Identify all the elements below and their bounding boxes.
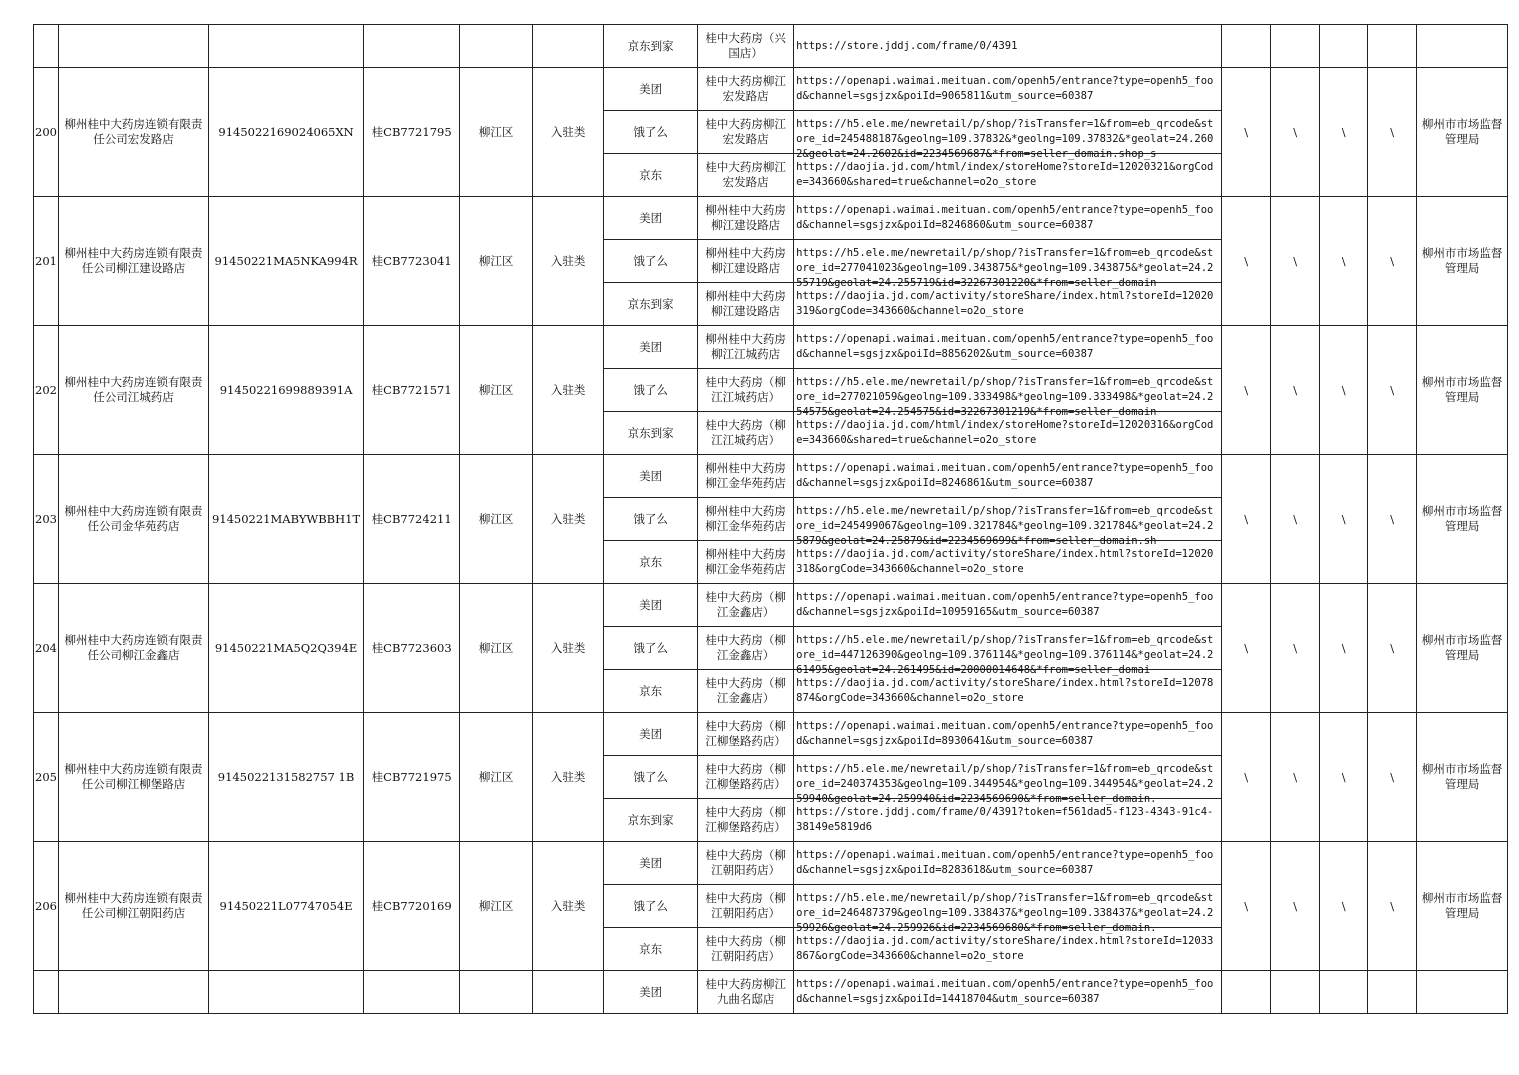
url-cell — [794, 68, 1222, 111]
license-number-cell: 桂CB7721571 — [364, 326, 460, 455]
store-name-cell: 桂中大药房（柳江金鑫店） — [698, 670, 794, 713]
store-registry-table — [33, 24, 1508, 1014]
url-cell — [794, 627, 1222, 676]
category-cell: 入驻类 — [533, 584, 604, 713]
table-row — [34, 25, 1508, 68]
category-cell: 入驻类 — [533, 842, 604, 971]
company-name-cell: 柳州桂中大药房连锁有限责任公司柳江建设路店 — [58, 197, 208, 326]
store-name-cell: 桂中大药房（柳江江城药店） — [698, 369, 794, 412]
slash-cell: \ — [1320, 842, 1368, 971]
empty-cell — [364, 25, 460, 68]
slash-cell: \ — [1271, 584, 1320, 713]
authority-cell: 柳州市市场监督管理局 — [1417, 326, 1508, 455]
platform-cell: 美团 — [604, 68, 698, 111]
category-cell: 入驻类 — [533, 713, 604, 842]
empty-cell — [34, 25, 59, 68]
empty-cell — [460, 25, 533, 68]
slash-cell: \ — [1271, 326, 1320, 455]
url-text: https://h5.ele.me/newretail/p/shop/?isTransfer=1&from=eb_qrcode&store_id=277021059&geolng=109.333498&*geolng=109.333498&*geolat=24.254575&geolat=24.254575&id=32267301219&*from=seller_domain — [796, 376, 1214, 418]
platform-cell: 京东到家 — [604, 25, 698, 68]
platform-cell: 美团 — [604, 197, 698, 240]
authority-cell: 柳州市市场监督管理局 — [1417, 455, 1508, 584]
authority-cell: 柳州市市场监督管理局 — [1417, 584, 1508, 713]
store-name-cell: 桂中大药房（兴国店） — [698, 25, 794, 68]
store-name-cell: 桂中大药房（柳江柳堡路药店） — [698, 713, 794, 756]
platform-cell: 京东 — [604, 541, 698, 584]
url-text: https://openapi.waimai.meituan.com/openh5/entrance?type=openh5_food&channel=sgsjzx&poiId=8246861&utm_source=60387 — [796, 462, 1214, 489]
url-cell — [794, 928, 1222, 971]
store-name-cell: 桂中大药房柳江宏发路店 — [698, 68, 794, 111]
slash-cell: \ — [1222, 455, 1271, 584]
store-name-cell: 桂中大药房柳江宏发路店 — [698, 154, 794, 197]
url-cell — [794, 541, 1222, 584]
url-cell — [794, 25, 1222, 68]
empty-cell — [364, 971, 460, 1014]
empty-cell — [208, 25, 363, 68]
company-name-cell: 柳州桂中大药房连锁有限责任公司金华苑药店 — [58, 455, 208, 584]
slash-cell: \ — [1271, 68, 1320, 197]
url-text: https://openapi.waimai.meituan.com/openh5/entrance?type=openh5_food&channel=sgsjzx&poiId=9065811&utm_source=60387 — [796, 75, 1214, 102]
serial-number-cell: 206 — [34, 842, 59, 971]
company-name-cell: 柳州桂中大药房连锁有限责任公司柳江朝阳药店 — [58, 842, 208, 971]
url-cell — [794, 240, 1222, 289]
store-name-cell: 柳州桂中大药房柳江建设路店 — [698, 283, 794, 326]
category-cell: 入驻类 — [533, 326, 604, 455]
empty-cell — [460, 971, 533, 1014]
table-row — [34, 68, 1508, 111]
district-cell: 柳江区 — [460, 68, 533, 197]
slash-cell: \ — [1222, 326, 1271, 455]
empty-cell — [1320, 25, 1368, 68]
license-number-cell: 桂CB7720169 — [364, 842, 460, 971]
url-text: https://daojia.jd.com/activity/storeShare/index.html?storeId=12078874&orgCode=343660&channel=o2o_store — [796, 677, 1214, 704]
serial-number-cell: 203 — [34, 455, 59, 584]
url-cell — [794, 111, 1222, 160]
url-text: https://h5.ele.me/newretail/p/shop/?isTransfer=1&from=eb_qrcode&store_id=240374353&geolng=109.344954&*geolng=109.344954&*geolat=24.259940&geolat=24.259940&id=2234569690&*from=seller_domain. — [796, 763, 1214, 805]
license-number-cell: 桂CB7721975 — [364, 713, 460, 842]
company-name-cell: 柳州桂中大药房连锁有限责任公司江城药店 — [58, 326, 208, 455]
platform-cell: 京东到家 — [604, 283, 698, 326]
category-cell: 入驻类 — [533, 68, 604, 197]
slash-cell: \ — [1271, 842, 1320, 971]
url-text: https://openapi.waimai.meituan.com/openh5/entrance?type=openh5_food&channel=sgsjzx&poiId=8856202&utm_source=60387 — [796, 333, 1214, 360]
slash-cell: \ — [1271, 713, 1320, 842]
platform-cell: 饿了么 — [604, 756, 698, 799]
url-text: https://store.jddj.com/frame/0/4391?token=f561dad5-f123-4343-91c4-38149e5819d6 — [796, 806, 1214, 833]
table-row — [34, 326, 1508, 369]
slash-cell: \ — [1320, 455, 1368, 584]
slash-cell: \ — [1271, 197, 1320, 326]
empty-cell — [58, 971, 208, 1014]
store-name-cell: 桂中大药房柳江宏发路店 — [698, 111, 794, 154]
empty-cell — [1417, 25, 1508, 68]
url-cell — [794, 756, 1222, 805]
district-cell: 柳江区 — [460, 455, 533, 584]
license-number-cell: 桂CB7723603 — [364, 584, 460, 713]
table-row — [34, 971, 1508, 1014]
empty-cell — [1271, 971, 1320, 1014]
url-cell — [794, 455, 1222, 498]
url-cell — [794, 971, 1222, 1014]
serial-number-cell: 204 — [34, 584, 59, 713]
platform-cell: 美团 — [604, 455, 698, 498]
category-cell: 入驻类 — [533, 197, 604, 326]
slash-cell: \ — [1222, 68, 1271, 197]
slash-cell: \ — [1368, 197, 1417, 326]
credit-code-cell: 9145022169024065XN — [208, 68, 363, 197]
serial-number-cell: 201 — [34, 197, 59, 326]
store-name-cell: 桂中大药房柳江九曲名邸店 — [698, 971, 794, 1014]
slash-cell: \ — [1320, 326, 1368, 455]
credit-code-cell: 91450221MA5Q2Q394E — [208, 584, 363, 713]
slash-cell: \ — [1320, 713, 1368, 842]
url-cell — [794, 498, 1222, 547]
credit-code-cell: 91450221MA5NKA994R — [208, 197, 363, 326]
url-text: https://daojia.jd.com/activity/storeShare/index.html?storeId=12020318&orgCode=343660&channel=o2o_store — [796, 548, 1214, 575]
store-name-cell: 柳州桂中大药房柳江金华苑药店 — [698, 455, 794, 498]
store-name-cell: 桂中大药房（柳江江城药店） — [698, 412, 794, 455]
license-number-cell: 桂CB7724211 — [364, 455, 460, 584]
store-name-cell: 桂中大药房（柳江金鑫店） — [698, 627, 794, 670]
url-text: https://daojia.jd.com/html/index/storeHome?storeId=12020321&orgCode=343660&shared=true&channel=o2o_store — [796, 161, 1214, 188]
platform-cell: 美团 — [604, 713, 698, 756]
category-cell: 入驻类 — [533, 455, 604, 584]
credit-code-cell: 91450221L07747054E — [208, 842, 363, 971]
license-number-cell: 桂CB7723041 — [364, 197, 460, 326]
empty-cell — [1417, 971, 1508, 1014]
company-name-cell: 柳州桂中大药房连锁有限责任公司柳江柳堡路店 — [58, 713, 208, 842]
store-name-cell: 桂中大药房（柳江朝阳药店） — [698, 842, 794, 885]
district-cell: 柳江区 — [460, 842, 533, 971]
slash-cell: \ — [1368, 455, 1417, 584]
platform-cell: 京东 — [604, 154, 698, 197]
credit-code-cell: 9145022131582757 1B — [208, 713, 363, 842]
company-name-cell: 柳州桂中大药房连锁有限责任公司宏发路店 — [58, 68, 208, 197]
credit-code-cell: 91450221699889391A — [208, 326, 363, 455]
platform-cell: 饿了么 — [604, 498, 698, 541]
empty-cell — [1271, 25, 1320, 68]
store-name-cell: 柳州桂中大药房柳江金华苑药店 — [698, 541, 794, 584]
url-cell — [794, 799, 1222, 842]
credit-code-cell: 91450221MABYWBBH1T — [208, 455, 363, 584]
url-text: https://h5.ele.me/newretail/p/shop/?isTransfer=1&from=eb_qrcode&store_id=277041023&geolng=109.343875&*geolng=109.343875&*geolat=24.255719&geolat=24.255719&id=32267301220&*from=seller_domain — [796, 247, 1214, 289]
district-cell: 柳江区 — [460, 713, 533, 842]
authority-cell: 柳州市市场监督管理局 — [1417, 197, 1508, 326]
url-text: https://h5.ele.me/newretail/p/shop/?isTransfer=1&from=eb_qrcode&store_id=245488187&geolng=109.37832&*geolng=109.37832&*geolat=24.2602&geolat=24.2602&id=2234569687&*from=seller_domain.shop_s — [796, 118, 1214, 160]
url-text: https://h5.ele.me/newretail/p/shop/?isTransfer=1&from=eb_qrcode&store_id=245499067&geolng=109.321784&*geolng=109.321784&*geolat=24.25879&geolat=24.25879&id=2234569699&*from=seller_domain.sh — [796, 505, 1214, 547]
empty-cell — [34, 971, 59, 1014]
slash-cell: \ — [1271, 455, 1320, 584]
url-cell — [794, 197, 1222, 240]
slash-cell: \ — [1320, 584, 1368, 713]
serial-number-cell: 205 — [34, 713, 59, 842]
store-name-cell: 桂中大药房（柳江金鑫店） — [698, 584, 794, 627]
url-text: https://h5.ele.me/newretail/p/shop/?isTransfer=1&from=eb_qrcode&store_id=447126390&geolng=109.376114&*geolng=109.376114&*geolat=24.261495&geolat=24.261495&id=20000014648&*from=seller_domai — [796, 634, 1214, 676]
url-cell — [794, 842, 1222, 885]
platform-cell: 饿了么 — [604, 111, 698, 154]
url-cell — [794, 412, 1222, 455]
store-name-cell: 柳州桂中大药房柳江江城药店 — [698, 326, 794, 369]
authority-cell: 柳州市市场监督管理局 — [1417, 713, 1508, 842]
empty-cell — [533, 971, 604, 1014]
url-cell — [794, 584, 1222, 627]
serial-number-cell: 202 — [34, 326, 59, 455]
store-name-cell: 桂中大药房（柳江柳堡路药店） — [698, 756, 794, 799]
url-text: https://daojia.jd.com/activity/storeShare/index.html?storeId=12020319&orgCode=343660&channel=o2o_store — [796, 290, 1214, 317]
url-text: https://h5.ele.me/newretail/p/shop/?isTransfer=1&from=eb_qrcode&store_id=246487379&geolng=109.338437&*geolng=109.338437&*geolat=24.259926&geolat=24.259926&id=2234569680&*from=seller_domain. — [796, 892, 1214, 934]
platform-cell: 京东 — [604, 670, 698, 713]
table-row — [34, 842, 1508, 885]
district-cell: 柳江区 — [460, 326, 533, 455]
authority-cell: 柳州市市场监督管理局 — [1417, 68, 1508, 197]
platform-cell: 饿了么 — [604, 885, 698, 928]
company-name-cell: 柳州桂中大药房连锁有限责任公司柳江金鑫店 — [58, 584, 208, 713]
platform-cell: 美团 — [604, 326, 698, 369]
slash-cell: \ — [1368, 326, 1417, 455]
platform-cell: 美团 — [604, 971, 698, 1014]
url-text: https://openapi.waimai.meituan.com/openh5/entrance?type=openh5_food&channel=sgsjzx&poiId=10959165&utm_source=60387 — [796, 591, 1214, 618]
platform-cell: 京东到家 — [604, 799, 698, 842]
district-cell: 柳江区 — [460, 197, 533, 326]
url-cell — [794, 283, 1222, 326]
platform-cell: 美团 — [604, 584, 698, 627]
district-cell: 柳江区 — [460, 584, 533, 713]
slash-cell: \ — [1368, 68, 1417, 197]
table-row — [34, 584, 1508, 627]
url-cell — [794, 154, 1222, 197]
license-number-cell: 桂CB7721795 — [364, 68, 460, 197]
url-cell — [794, 326, 1222, 369]
url-text: https://daojia.jd.com/activity/storeShare/index.html?storeId=12033867&orgCode=343660&channel=o2o_store — [796, 935, 1214, 962]
url-cell — [794, 670, 1222, 713]
table-row — [34, 455, 1508, 498]
empty-cell — [208, 971, 363, 1014]
store-name-cell: 柳州桂中大药房柳江建设路店 — [698, 240, 794, 283]
url-text: https://openapi.waimai.meituan.com/openh5/entrance?type=openh5_food&channel=sgsjzx&poiId=8283618&utm_source=60387 — [796, 849, 1214, 876]
slash-cell: \ — [1222, 197, 1271, 326]
slash-cell: \ — [1222, 842, 1271, 971]
slash-cell: \ — [1320, 197, 1368, 326]
platform-cell: 饿了么 — [604, 369, 698, 412]
url-cell — [794, 713, 1222, 756]
platform-cell: 饿了么 — [604, 240, 698, 283]
store-name-cell: 桂中大药房（柳江朝阳药店） — [698, 928, 794, 971]
slash-cell: \ — [1320, 68, 1368, 197]
serial-number-cell: 200 — [34, 68, 59, 197]
url-cell — [794, 369, 1222, 418]
url-cell — [794, 885, 1222, 934]
platform-cell: 美团 — [604, 842, 698, 885]
url-text: https://openapi.waimai.meituan.com/openh5/entrance?type=openh5_food&channel=sgsjzx&poiId=8246860&utm_source=60387 — [796, 204, 1214, 231]
empty-cell — [1368, 25, 1417, 68]
empty-cell — [533, 25, 604, 68]
slash-cell: \ — [1368, 842, 1417, 971]
slash-cell: \ — [1222, 584, 1271, 713]
authority-cell: 柳州市市场监督管理局 — [1417, 842, 1508, 971]
empty-cell — [1320, 971, 1368, 1014]
store-name-cell: 柳州桂中大药房柳江建设路店 — [698, 197, 794, 240]
store-name-cell: 柳州桂中大药房柳江金华苑药店 — [698, 498, 794, 541]
empty-cell — [1368, 971, 1417, 1014]
platform-cell: 京东 — [604, 928, 698, 971]
table-row — [34, 197, 1508, 240]
slash-cell: \ — [1368, 713, 1417, 842]
table-row — [34, 713, 1508, 756]
store-name-cell: 桂中大药房（柳江朝阳药店） — [698, 885, 794, 928]
url-text: https://openapi.waimai.meituan.com/openh5/entrance?type=openh5_food&channel=sgsjzx&poiId=8930641&utm_source=60387 — [796, 720, 1214, 747]
empty-cell — [1222, 971, 1271, 1014]
store-name-cell: 桂中大药房（柳江柳堡路药店） — [698, 799, 794, 842]
empty-cell — [1222, 25, 1271, 68]
url-text: https://daojia.jd.com/html/index/storeHome?storeId=12020316&orgCode=343660&shared=true&channel=o2o_store — [796, 419, 1214, 446]
slash-cell: \ — [1368, 584, 1417, 713]
url-text: https://store.jddj.com/frame/0/4391 — [796, 39, 1018, 52]
url-text: https://openapi.waimai.meituan.com/openh5/entrance?type=openh5_food&channel=sgsjzx&poiId=14418704&utm_source=60387 — [796, 978, 1214, 1005]
platform-cell: 饿了么 — [604, 627, 698, 670]
slash-cell: \ — [1222, 713, 1271, 842]
platform-cell: 京东到家 — [604, 412, 698, 455]
empty-cell — [58, 25, 208, 68]
